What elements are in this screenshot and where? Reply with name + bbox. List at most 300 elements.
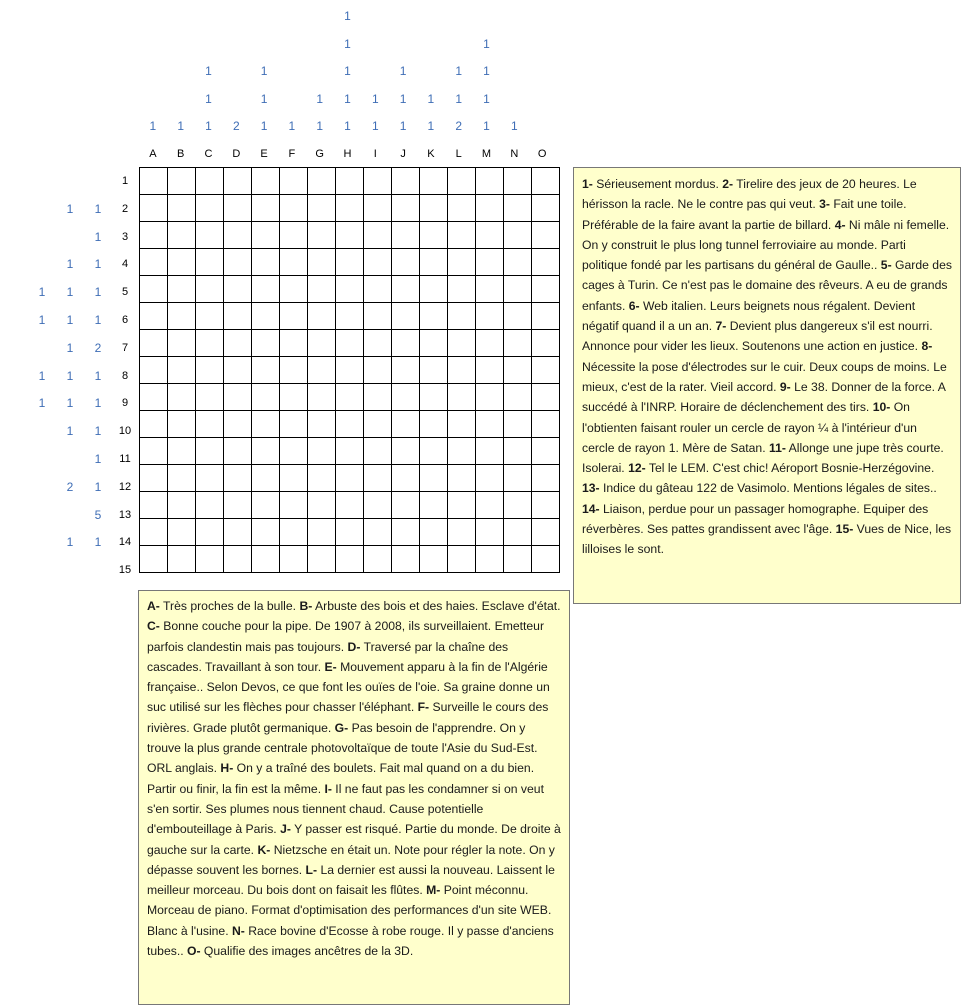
grid-cell-e11[interactable] [252, 438, 280, 465]
clue-text: Sérieusement mordus. [592, 177, 723, 191]
grid-cell-e8[interactable] [252, 357, 280, 384]
grid-cell-a2[interactable] [140, 195, 168, 222]
grid-cell-e3[interactable] [252, 222, 280, 249]
column-clue-number: 1 [316, 119, 324, 133]
grid-cell-l2[interactable] [448, 195, 476, 222]
grid-cell-i8[interactable] [364, 357, 392, 384]
grid-cell-m10[interactable] [476, 411, 504, 438]
grid-cell-k11[interactable] [420, 438, 448, 465]
grid-cell-h4[interactable] [336, 249, 364, 276]
grid-cell-m15[interactable] [476, 546, 504, 573]
grid-cell-j14[interactable] [392, 519, 420, 546]
grid-cell-j2[interactable] [392, 195, 420, 222]
column-label-a: A [149, 148, 157, 160]
grid-cell-l15[interactable] [448, 546, 476, 573]
grid-cell-i15[interactable] [364, 546, 392, 573]
grid-cell-i5[interactable] [364, 276, 392, 303]
grid-cell-o11[interactable] [532, 438, 560, 465]
grid-cell-j6[interactable] [392, 303, 420, 330]
clue-number: F- [417, 700, 430, 715]
grid-cell-m8[interactable] [476, 357, 504, 384]
grid-cell-i7[interactable] [364, 330, 392, 357]
grid-cell-o10[interactable] [532, 411, 560, 438]
column-label-b: B [177, 148, 185, 160]
grid-cell-j8[interactable] [392, 357, 420, 384]
grid-cell-c13[interactable] [196, 492, 224, 519]
grid-cell-n8[interactable] [504, 357, 532, 384]
grid-cell-e15[interactable] [252, 546, 280, 573]
grid-cell-g1[interactable] [308, 168, 336, 195]
grid-cell-j7[interactable] [392, 330, 420, 357]
grid-cell-n3[interactable] [504, 222, 532, 249]
grid-cell-h14[interactable] [336, 519, 364, 546]
grid-cell-f12[interactable] [280, 465, 308, 492]
grid-cell-h10[interactable] [336, 411, 364, 438]
grid-cell-n6[interactable] [504, 303, 532, 330]
clue-text: Traversé par la chaîne des cascades. Travaillant à son tour. [147, 639, 509, 674]
grid-cell-f3[interactable] [280, 222, 308, 249]
grid-row-4 [140, 249, 560, 276]
grid-cell-f15[interactable] [280, 546, 308, 573]
clue-text: Liaison, perdue pour un passager homographe. Equiper des réverbères. Ses pattes grandissent avec l'âge. [582, 501, 929, 537]
grid-cell-a7[interactable] [140, 330, 168, 357]
grid-cell-m13[interactable] [476, 492, 504, 519]
grid-cell-i6[interactable] [364, 303, 392, 330]
grid-cell-f14[interactable] [280, 519, 308, 546]
grid-cell-m2[interactable] [476, 195, 504, 222]
grid-cell-h13[interactable] [336, 492, 364, 519]
grid-cell-a9[interactable] [140, 384, 168, 411]
grid-cell-m4[interactable] [476, 249, 504, 276]
clue-number: B- [299, 599, 313, 613]
grid-cell-c12[interactable] [196, 465, 224, 492]
grid-cell-f2[interactable] [280, 195, 308, 222]
grid-cell-g12[interactable] [308, 465, 336, 492]
row-label-10: 10 [118, 425, 132, 438]
grid-cell-e9[interactable] [252, 384, 280, 411]
grid-cell-a13[interactable] [140, 492, 168, 519]
grid-cell-l7[interactable] [448, 330, 476, 357]
grid-cell-m9[interactable] [476, 384, 504, 411]
column-label-j: J [400, 148, 406, 160]
grid-cell-c11[interactable] [196, 438, 224, 465]
grid-cell-f1[interactable] [280, 168, 308, 195]
grid-cell-m11[interactable] [476, 438, 504, 465]
grid-cell-j10[interactable] [392, 411, 420, 438]
grid-cell-n12[interactable] [504, 465, 532, 492]
grid-row-6 [140, 303, 560, 330]
grid-cell-c15[interactable] [196, 546, 224, 573]
column-clue-number: 1 [483, 36, 490, 51]
grid-cell-e12[interactable] [252, 465, 280, 492]
grid-cell-f4[interactable] [280, 249, 308, 276]
grid-cell-i12[interactable] [364, 465, 392, 492]
grid-cell-d6[interactable] [224, 303, 252, 330]
grid-cell-d10[interactable] [224, 411, 252, 438]
grid-cell-l3[interactable] [448, 222, 476, 249]
grid-cell-h3[interactable] [336, 222, 364, 249]
grid-cell-m7[interactable] [476, 330, 504, 357]
clue-number: O- [186, 944, 201, 959]
grid-cell-b8[interactable] [168, 357, 196, 384]
grid-cell-h12[interactable] [336, 465, 364, 492]
grid-cell-i2[interactable] [364, 195, 392, 222]
grid-cell-b2[interactable] [168, 195, 196, 222]
grid-cell-k8[interactable] [420, 357, 448, 384]
grid-cell-f6[interactable] [280, 303, 308, 330]
grid-cell-g14[interactable] [308, 519, 336, 546]
grid-cell-l13[interactable] [448, 492, 476, 519]
grid-cell-n13[interactable] [504, 492, 532, 519]
row-clue-number: 1 [94, 229, 102, 244]
grid-cell-e6[interactable] [252, 303, 280, 330]
clue-text: Vues de Nice, les lilloises le sont. [582, 522, 952, 557]
grid-cell-g15[interactable] [308, 546, 336, 573]
grid-row-1 [140, 168, 560, 195]
clue-number: 6- [628, 298, 640, 313]
grid-cell-f11[interactable] [280, 438, 308, 465]
row-clue-number: 1 [66, 312, 74, 327]
grid-cell-d2[interactable] [224, 195, 252, 222]
clue-number: 15- [835, 522, 854, 537]
clue-number: I- [324, 781, 332, 796]
row-label-6: 6 [121, 313, 129, 326]
grid-cell-o8[interactable] [532, 357, 560, 384]
column-clue-number: 1 [427, 119, 435, 133]
column-clue-number: 1 [371, 119, 379, 133]
grid-cell-g7[interactable] [308, 330, 336, 357]
column-clue-number: 1 [455, 91, 463, 106]
across-clues-panel [573, 167, 961, 604]
grid-cell-f13[interactable] [280, 492, 308, 519]
grid-cell-o6[interactable] [532, 303, 560, 330]
grid-cell-d9[interactable] [224, 384, 252, 411]
grid-cell-e5[interactable] [252, 276, 280, 303]
grid-cell-k14[interactable] [420, 519, 448, 546]
grid-cell-b12[interactable] [168, 465, 196, 492]
grid-cell-e1[interactable] [252, 168, 280, 195]
grid-cell-g6[interactable] [308, 303, 336, 330]
grid-cell-b6[interactable] [168, 303, 196, 330]
grid-cell-g5[interactable] [308, 276, 336, 303]
grid-cell-d14[interactable] [224, 519, 252, 546]
grid-cell-a11[interactable] [140, 438, 168, 465]
grid-cell-o3[interactable] [532, 222, 560, 249]
grid-cell-i14[interactable] [364, 519, 392, 546]
grid-cell-h7[interactable] [336, 330, 364, 357]
grid-cell-b7[interactable] [168, 330, 196, 357]
grid-cell-g4[interactable] [308, 249, 336, 276]
grid-cell-e14[interactable] [252, 519, 280, 546]
grid-cell-n5[interactable] [504, 276, 532, 303]
grid-cell-n7[interactable] [504, 330, 532, 357]
clue-number: 7- [715, 319, 727, 334]
grid-cell-n11[interactable] [504, 438, 532, 465]
grid-cell-g13[interactable] [308, 492, 336, 519]
grid-cell-j12[interactable] [392, 465, 420, 492]
grid-cell-d4[interactable] [224, 249, 252, 276]
grid-cell-c4[interactable] [196, 249, 224, 276]
grid-cell-k15[interactable] [420, 546, 448, 573]
clue-number: 2- [722, 177, 734, 191]
row-clue-number: 1 [66, 368, 74, 383]
grid-cell-c5[interactable] [196, 276, 224, 303]
grid-cell-j11[interactable] [392, 438, 420, 465]
grid-cell-j5[interactable] [392, 276, 420, 303]
grid-cell-h2[interactable] [336, 195, 364, 222]
grid-cell-g10[interactable] [308, 411, 336, 438]
grid-cell-g8[interactable] [308, 357, 336, 384]
grid-cell-a4[interactable] [140, 249, 168, 276]
grid-cell-f5[interactable] [280, 276, 308, 303]
grid-cell-c9[interactable] [196, 384, 224, 411]
grid-cell-o5[interactable] [532, 276, 560, 303]
row-label-9: 9 [121, 397, 129, 410]
clue-text: Garde des cages à Turin. Ce n'est pas le domaine des rêveurs. A eu de grands enfants. [582, 258, 952, 313]
grid-cell-j4[interactable] [392, 249, 420, 276]
row-clue-number: 2 [94, 340, 102, 355]
grid-cell-f10[interactable] [280, 411, 308, 438]
grid-cell-n9[interactable] [504, 384, 532, 411]
grid-cell-o13[interactable] [532, 492, 560, 519]
row-clue-number: 1 [38, 368, 46, 383]
grid-cell-i4[interactable] [364, 249, 392, 276]
grid-cell-c8[interactable] [196, 357, 224, 384]
grid-cell-h8[interactable] [336, 357, 364, 384]
grid-cell-m14[interactable] [476, 519, 504, 546]
grid-cell-l9[interactable] [448, 384, 476, 411]
grid-row-2 [140, 195, 560, 222]
grid-cell-f8[interactable] [280, 357, 308, 384]
row-clue-number: 1 [66, 285, 74, 300]
grid-cell-d12[interactable] [224, 465, 252, 492]
grid-cell-h9[interactable] [336, 384, 364, 411]
column-clue-number: 1 [344, 9, 351, 23]
column-clue-number: 1 [260, 119, 268, 133]
grid-cell-d7[interactable] [224, 330, 252, 357]
grid-cell-m6[interactable] [476, 303, 504, 330]
grid-cell-a14[interactable] [140, 519, 168, 546]
column-clue-number: 1 [205, 119, 212, 133]
clue-number: L- [305, 862, 318, 877]
grid-cell-l8[interactable] [448, 357, 476, 384]
grid-cell-c3[interactable] [196, 222, 224, 249]
grid-cell-o7[interactable] [532, 330, 560, 357]
grid-cell-n10[interactable] [504, 411, 532, 438]
clue-number: 3- [819, 197, 830, 212]
grid-cell-d13[interactable] [224, 492, 252, 519]
grid-cell-l11[interactable] [448, 438, 476, 465]
grid-cell-g9[interactable] [308, 384, 336, 411]
grid-cell-n2[interactable] [504, 195, 532, 222]
grid-cell-b13[interactable] [168, 492, 196, 519]
grid-cell-o4[interactable] [532, 249, 560, 276]
grid-cell-a8[interactable] [140, 357, 168, 384]
row-clue-number: 1 [66, 535, 74, 550]
grid-cell-c1[interactable] [196, 168, 224, 195]
column-clue-number: 1 [344, 36, 351, 51]
grid-cell-h15[interactable] [336, 546, 364, 573]
row-label-11: 11 [119, 452, 131, 465]
grid-cell-n4[interactable] [504, 249, 532, 276]
grid-cell-b9[interactable] [168, 384, 196, 411]
grid-cell-d5[interactable] [224, 276, 252, 303]
clue-text: Surveille le cours des rivières. Grade plutôt germanique. [147, 700, 549, 735]
grid-cell-b4[interactable] [168, 249, 196, 276]
grid-cell-c7[interactable] [196, 330, 224, 357]
grid-cell-a5[interactable] [140, 276, 168, 303]
grid-cell-h5[interactable] [336, 276, 364, 303]
grid-cell-l6[interactable] [448, 303, 476, 330]
grid-cell-m1[interactable] [476, 168, 504, 195]
grid-cell-l12[interactable] [448, 465, 476, 492]
grid-cell-f9[interactable] [280, 384, 308, 411]
grid-cell-e2[interactable] [252, 195, 280, 222]
column-clue-number: 1 [483, 119, 490, 133]
column-clue-number: 1 [344, 119, 351, 133]
grid-cell-l1[interactable] [448, 168, 476, 195]
grid-cell-k7[interactable] [420, 330, 448, 357]
grid-cell-l14[interactable] [448, 519, 476, 546]
grid-cell-n14[interactable] [504, 519, 532, 546]
grid-cell-j13[interactable] [392, 492, 420, 519]
grid-cell-g3[interactable] [308, 222, 336, 249]
clue-number: 1- [582, 177, 593, 191]
grid-cell-b10[interactable] [168, 411, 196, 438]
grid-cell-o15[interactable] [532, 546, 560, 573]
grid-cell-o2[interactable] [532, 195, 560, 222]
grid-row-12 [140, 465, 560, 492]
grid-cell-k2[interactable] [420, 195, 448, 222]
grid-cell-a3[interactable] [140, 222, 168, 249]
grid-cell-m3[interactable] [476, 222, 504, 249]
row-label-2: 2 [121, 202, 129, 215]
grid-cell-g11[interactable] [308, 438, 336, 465]
column-label-k: K [427, 148, 435, 160]
grid-cell-e7[interactable] [252, 330, 280, 357]
grid-cell-b14[interactable] [168, 519, 196, 546]
grid-cell-k6[interactable] [420, 303, 448, 330]
grid-cell-a15[interactable] [140, 546, 168, 573]
clue-text: Très proches de la bulle. [159, 599, 300, 613]
grid-cell-k3[interactable] [420, 222, 448, 249]
row-label-4: 4 [121, 258, 129, 271]
grid-cell-i11[interactable] [364, 438, 392, 465]
grid-cell-i13[interactable] [364, 492, 392, 519]
grid-cell-f7[interactable] [280, 330, 308, 357]
grid-cell-c10[interactable] [196, 411, 224, 438]
clue-text: Nietzsche en était un. Note pour régler la note. On y dépasse souvent les bornes. [147, 842, 555, 877]
grid-cell-e10[interactable] [252, 411, 280, 438]
grid-cell-b5[interactable] [168, 276, 196, 303]
column-label-g: G [315, 148, 324, 160]
column-clue-number: 1 [399, 119, 407, 133]
grid-cell-n15[interactable] [504, 546, 532, 573]
column-clue-number: 1 [260, 91, 268, 106]
grid-cell-c2[interactable] [196, 195, 224, 222]
grid-cell-m5[interactable] [476, 276, 504, 303]
row-clue-number: 1 [94, 201, 102, 216]
grid-cell-d1[interactable] [224, 168, 252, 195]
row-clue-number: 1 [94, 312, 102, 327]
grid-cell-k12[interactable] [420, 465, 448, 492]
grid-cell-a6[interactable] [140, 303, 168, 330]
column-clue-number: 1 [483, 64, 490, 78]
grid-cell-k10[interactable] [420, 411, 448, 438]
grid-cell-k9[interactable] [420, 384, 448, 411]
grid-cell-g2[interactable] [308, 195, 336, 222]
clue-number: 11- [768, 440, 786, 455]
clue-text: Point méconnu. Morceau de piano. Format d'optimisation des performances d'un site WEB. Blanc à l'usine. [147, 883, 552, 938]
grid-cell-a12[interactable] [140, 465, 168, 492]
grid-cell-d11[interactable] [224, 438, 252, 465]
grid-cell-d15[interactable] [224, 546, 252, 573]
grid-cell-k1[interactable] [420, 168, 448, 195]
grid-cell-d8[interactable] [224, 357, 252, 384]
grid-cell-j9[interactable] [392, 384, 420, 411]
row-label-15: 15 [118, 564, 132, 577]
grid-cell-j1[interactable] [392, 168, 420, 195]
grid-cell-i3[interactable] [364, 222, 392, 249]
grid-cell-d3[interactable] [224, 222, 252, 249]
grid-cell-a10[interactable] [140, 411, 168, 438]
grid-cell-b3[interactable] [168, 222, 196, 249]
grid-cell-m12[interactable] [476, 465, 504, 492]
grid-cell-l10[interactable] [448, 411, 476, 438]
clue-text: Ni mâle ni femelle. On y construit le plus long tunnel ferroviaire au monde. Parti politique fondé par les partisans du général de Gaulle.. [582, 217, 950, 273]
column-clue-number: 1 [205, 64, 212, 78]
grid-cell-l4[interactable] [448, 249, 476, 276]
clue-text: On l'obtienten faisant rouler un cercle de rayon ¼ à l'intérieur d'un cercle de rayon 1. Mère de Satan. [582, 400, 917, 455]
grid-cell-e13[interactable] [252, 492, 280, 519]
grid-cell-n1[interactable] [504, 168, 532, 195]
grid-cell-i9[interactable] [364, 384, 392, 411]
grid-cell-o9[interactable] [532, 384, 560, 411]
column-label-o: O [537, 148, 547, 160]
grid-cell-o12[interactable] [532, 465, 560, 492]
row-clue-number: 1 [94, 368, 102, 383]
clue-number: D- [347, 639, 361, 654]
grid-cell-b1[interactable] [168, 168, 196, 195]
grid-cell-k4[interactable] [420, 249, 448, 276]
grid-cell-i10[interactable] [364, 411, 392, 438]
grid-cell-k5[interactable] [420, 276, 448, 303]
grid-cell-j15[interactable] [392, 546, 420, 573]
grid-cell-o14[interactable] [532, 519, 560, 546]
grid-cell-b15[interactable] [168, 546, 196, 573]
grid-cell-l5[interactable] [448, 276, 476, 303]
grid-cell-c6[interactable] [196, 303, 224, 330]
grid-cell-h1[interactable] [336, 168, 364, 195]
grid-cell-o1[interactable] [532, 168, 560, 195]
grid-cell-h6[interactable] [336, 303, 364, 330]
grid-cell-j3[interactable] [392, 222, 420, 249]
grid-cell-b11[interactable] [168, 438, 196, 465]
grid-cell-i1[interactable] [364, 168, 392, 195]
row-clue-number: 1 [66, 396, 74, 411]
row-label-14: 14 [118, 536, 132, 549]
grid-cell-a1[interactable] [140, 168, 168, 195]
grid-cell-e4[interactable] [252, 249, 280, 276]
grid-cell-c14[interactable] [196, 519, 224, 546]
clue-text: Tel le LEM. C'est chic! Aéroport Bosnie-Herzégovine. [645, 461, 935, 476]
column-clue-number: 1 [483, 91, 490, 106]
row-label-12: 12 [118, 480, 132, 493]
grid-cell-k13[interactable] [420, 492, 448, 519]
grid-cell-h11[interactable] [336, 438, 364, 465]
clue-number: 5- [880, 258, 892, 273]
clue-text: Pas besoin de l'apprendre. On y trouve la plus grande centrale photovoltaïque de toute l'Asie du Sud-Est. ORL anglais. [147, 720, 538, 776]
